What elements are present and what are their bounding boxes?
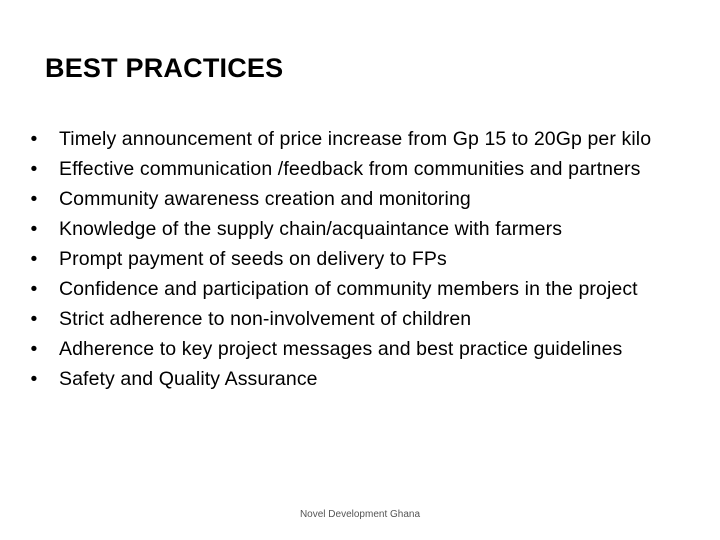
bullet-text: Knowledge of the supply chain/acquaintance with farmers [59, 218, 563, 240]
bullet-icon: • [30, 128, 38, 150]
bullet-text: Effective communication /feedback from communities and partners [59, 158, 641, 180]
bullet-icon: • [30, 218, 38, 240]
bullet-item [30, 157, 712, 181]
bullet-item [30, 217, 712, 241]
slide-footer: Novel Development Ghana [299, 509, 421, 520]
bullet-icon: • [30, 158, 38, 180]
bullet-text: Confidence and participation of community members in the project [59, 278, 638, 300]
bullet-icon: • [30, 308, 38, 330]
bullet-item [30, 277, 712, 301]
bullet-text: Community awareness creation and monitoring [59, 188, 471, 210]
bullet-item [30, 127, 712, 151]
bullet-icon: • [30, 338, 38, 360]
slide-title: BEST PRACTICES [45, 53, 284, 83]
bullet-icon: • [30, 368, 38, 390]
bullet-icon: • [30, 248, 38, 270]
bullet-text: Adherence to key project messages and best practice guidelines [59, 338, 623, 360]
bullet-item [30, 337, 712, 361]
bullet-item [30, 307, 712, 331]
bullet-text: Prompt payment of seeds on delivery to FPs [59, 248, 447, 270]
bullet-item [30, 367, 712, 391]
bullet-item [30, 247, 712, 271]
bullet-icon: • [30, 188, 38, 210]
bullet-text: Timely announcement of price increase from Gp 15 to 20Gp per kilo [59, 128, 652, 150]
bullet-icon: • [30, 278, 38, 300]
bullet-text: Safety and Quality Assurance [59, 368, 318, 390]
bullet-item [30, 187, 712, 211]
bullet-text: Strict adherence to non-involvement of children [59, 308, 472, 330]
bullet-list [30, 127, 712, 397]
